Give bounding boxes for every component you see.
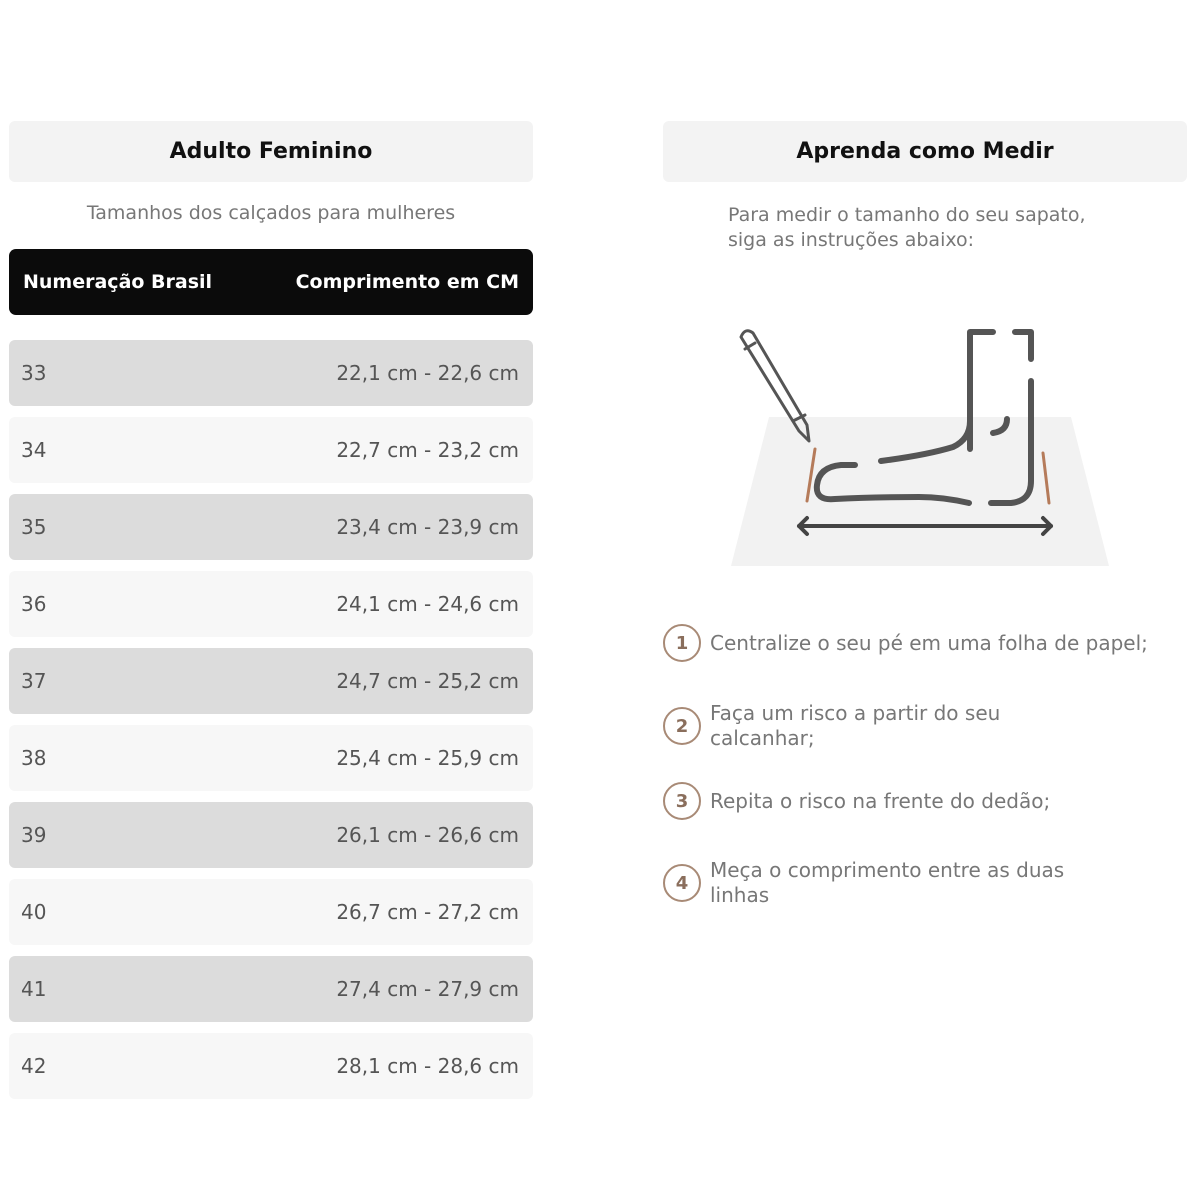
size-cell: 40 xyxy=(21,900,47,924)
size-chart-subtitle: Tamanhos dos calçados para mulheres xyxy=(86,202,456,224)
length-cell: 28,1 cm - 28,6 cm xyxy=(336,1054,519,1078)
step-item xyxy=(663,624,1180,662)
size-cell: 33 xyxy=(21,361,47,385)
size-table-body xyxy=(9,340,533,1110)
table-row xyxy=(9,648,533,714)
size-cell: 36 xyxy=(21,592,47,616)
measure-guide-title: Aprenda como Medir xyxy=(663,121,1187,182)
table-row xyxy=(9,725,533,791)
measure-intro xyxy=(728,203,1148,253)
step-text: Meça o comprimento entre as duas linhas xyxy=(710,858,1065,907)
column-header-size: Numeração Brasil xyxy=(23,271,213,293)
length-cell: 25,4 cm - 25,9 cm xyxy=(336,746,519,770)
table-row xyxy=(9,879,533,945)
length-cell: 23,4 cm - 23,9 cm xyxy=(336,515,519,539)
size-cell: 41 xyxy=(21,977,47,1001)
step-number-badge: 2 xyxy=(663,707,701,745)
table-header xyxy=(9,249,533,315)
length-cell: 22,7 cm - 23,2 cm xyxy=(336,438,519,462)
column-header-length: Comprimento em CM xyxy=(295,271,519,293)
size-cell: 39 xyxy=(21,823,47,847)
table-row xyxy=(9,417,533,483)
intro-line: siga as instruções abaixo: xyxy=(728,229,975,251)
table-row xyxy=(9,571,533,637)
length-cell: 24,1 cm - 24,6 cm xyxy=(336,592,519,616)
paper-sheet-icon xyxy=(731,417,1109,566)
length-cell: 26,1 cm - 26,6 cm xyxy=(336,823,519,847)
measure-guide-panel xyxy=(663,121,1187,907)
size-cell: 35 xyxy=(21,515,47,539)
foot-measure-illustration xyxy=(723,321,1123,581)
table-row xyxy=(9,802,533,868)
step-number-badge: 4 xyxy=(663,864,701,902)
table-row xyxy=(9,494,533,560)
step-item xyxy=(663,701,1030,751)
intro-line: Para medir o tamanho do seu sapato, xyxy=(728,204,1086,226)
size-chart-panel xyxy=(9,121,533,1078)
step-item xyxy=(663,782,1180,820)
length-cell: 27,4 cm - 27,9 cm xyxy=(336,977,519,1001)
step-text: Centralize o seu pé em uma folha de papel; xyxy=(710,630,1148,655)
step-text: Faça um risco a partir do seu calcanhar; xyxy=(710,701,1001,750)
table-row xyxy=(9,340,533,406)
size-chart-title: Adulto Feminino xyxy=(9,121,533,182)
size-cell: 37 xyxy=(21,669,47,693)
table-row xyxy=(9,956,533,1022)
step-number-badge: 1 xyxy=(663,624,701,662)
step-item xyxy=(663,858,1100,908)
step-number-badge: 3 xyxy=(663,782,701,820)
size-cell: 42 xyxy=(21,1054,47,1078)
length-cell: 22,1 cm - 22,6 cm xyxy=(336,361,519,385)
step-text: Repita o risco na frente do dedão; xyxy=(710,788,1051,813)
size-cell: 34 xyxy=(21,438,47,462)
length-cell: 26,7 cm - 27,2 cm xyxy=(336,900,519,924)
size-cell: 38 xyxy=(21,746,47,770)
length-cell: 24,7 cm - 25,2 cm xyxy=(336,669,519,693)
table-row xyxy=(9,1033,533,1099)
